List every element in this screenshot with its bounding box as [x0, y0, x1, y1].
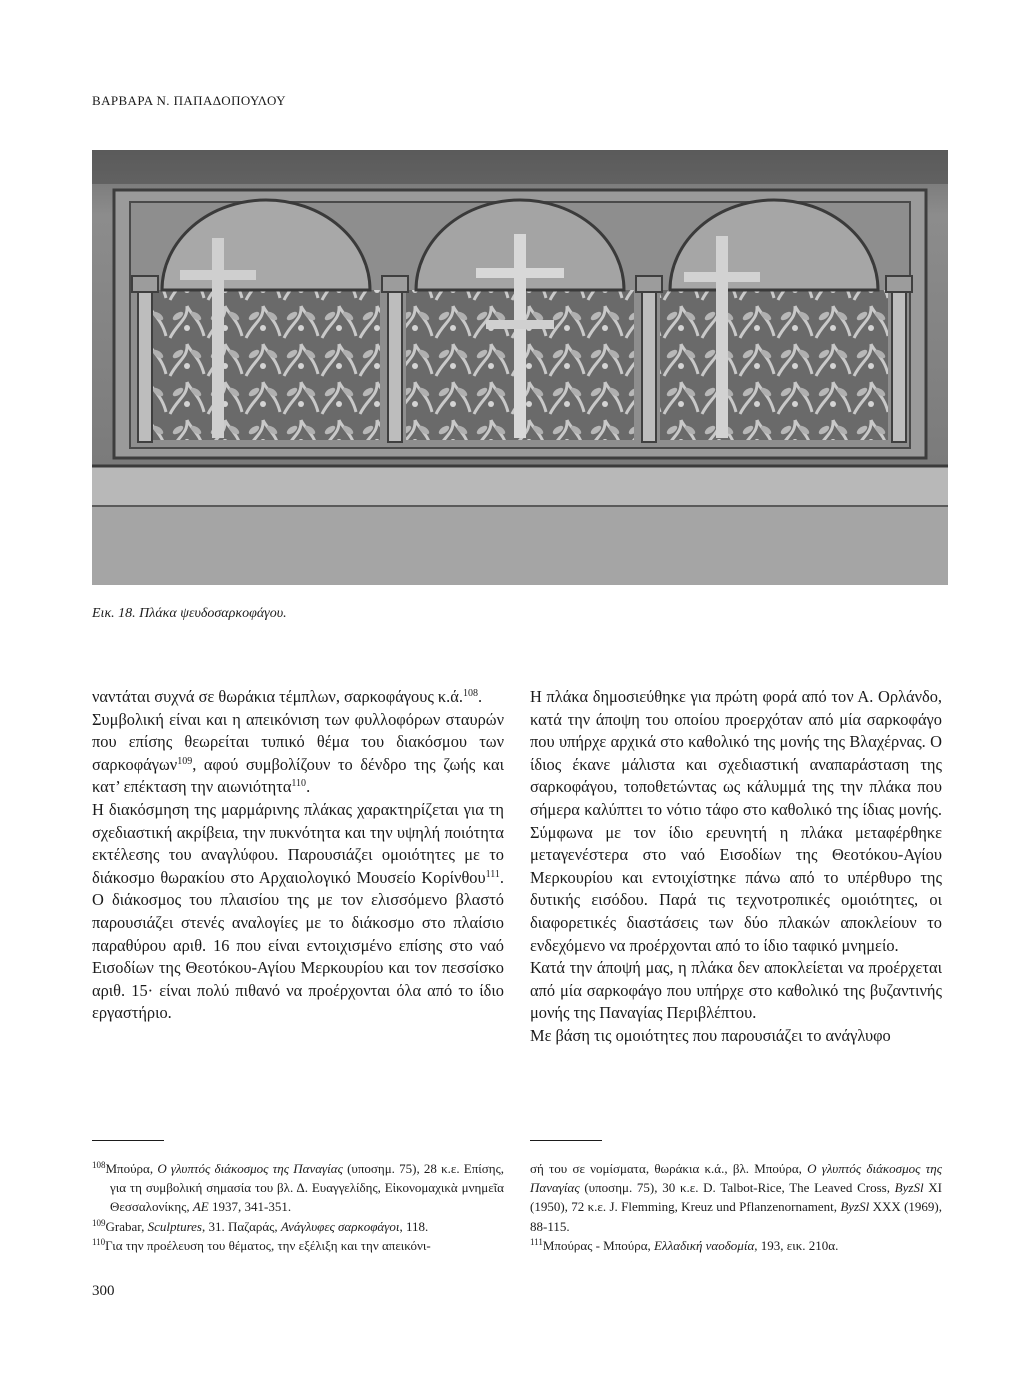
text: , 193, εικ. 210α.	[754, 1237, 839, 1253]
text: Μπούρας - Μπούρα,	[542, 1237, 655, 1253]
footnote-108	[92, 1159, 504, 1217]
text: .	[477, 687, 483, 706]
page-number: 300	[92, 1283, 115, 1299]
text: Μπούρα,	[105, 1161, 158, 1176]
footnote-number: 110	[92, 1236, 106, 1247]
italic-title: Ανάγλυφες σαρκοφάγοι	[280, 1218, 400, 1234]
relief-illustration	[92, 150, 948, 585]
footnote-rule-left	[92, 1140, 164, 1141]
footnote-110	[92, 1236, 504, 1255]
text: . Ο διάκοσμος του πλαισίου της με τον ελισσόμενο βλαστό παρουσιάζει στενές αναλογίες με το διάκοσμο στο πλαίσιο παραθύρου αριθ. 16 που είναι εντοιχισμένο επίσης στο ναό Εισοδίων της Θεοτόκου-Αγίου Μερκουρίου και τον πεσσίσκο αριθ. 15· είναι πολύ πιθανό να προέρχονται όλα από το ίδιο εργαστήριο.	[92, 867, 504, 1023]
text: , 31. Παζαράς,	[201, 1218, 281, 1234]
footnote-110-continued	[530, 1159, 942, 1236]
text: Για την προέλευση του θέματος, την εξέλιξη και την απεικόνι-	[105, 1237, 431, 1253]
footnotes-right	[530, 1159, 942, 1255]
footnote-number: 108	[92, 1160, 106, 1170]
footnote-number: 111	[530, 1236, 543, 1247]
footnote-rule-right	[530, 1140, 602, 1141]
figure-caption: Εικ. 18. Πλάκα ψευδοσαρκοφάγου.	[92, 606, 287, 621]
footnote-ref: 109	[177, 755, 193, 767]
text: .	[306, 777, 311, 797]
figure-photo-marble-plaque	[92, 150, 948, 585]
footnote-109	[92, 1217, 504, 1236]
text: Η διακόσμηση της μαρμάρινης πλάκας χαρακτηρίζεται για τη σχεδιαστική ακρίβεια, την πυκνότητα και την υψηλή ποιότητα εκτέλεσης του αναγλύφου. Παρουσιάζει ομοιότητες με το διάκοσμο θωρακίου στο Αρχαιολογικό Μουσείο Κορίνθου	[92, 799, 504, 887]
paragraph	[92, 799, 504, 1025]
footnote-ref: 111	[485, 868, 500, 880]
footnote-ref: 110	[291, 778, 307, 790]
text: (υποσημ. 75), 28 κ.ε. Επίσης, για τη συμβολική σημασία του βλ. Δ. Ευαγγελίδης, Εἰκονομαχικὰ μνημεῖα Θεσσαλονίκης,	[110, 1161, 505, 1215]
text: XXX (1969), 88-115.	[530, 1199, 942, 1234]
paragraph	[92, 709, 504, 799]
italic-journal: ByzSl	[894, 1180, 924, 1196]
italic-title: Ο γλυπτός διάκοσμος της Παναγίας	[157, 1161, 343, 1176]
running-head: ΒΑΡΒΑΡΑ Ν. ΠΑΠΑΔΟΠΟΥΛΟΥ	[92, 93, 286, 108]
italic-title: Ελλαδική ναοδομία	[654, 1237, 755, 1253]
text: , 118.	[399, 1218, 429, 1234]
italic-journal: ByzSl	[840, 1199, 870, 1215]
footnote-ref: 108	[462, 688, 478, 699]
italic-journal: ΑΕ	[192, 1199, 209, 1215]
italic-title: Sculptures	[147, 1218, 202, 1234]
paragraph: Με βάση τις ομοιότητες που παρουσιάζει το ανάγλυφο	[530, 1025, 891, 1045]
text: Grabar,	[105, 1218, 148, 1234]
text: σή του σε νομίσματα, θωράκια κ.ά., βλ. Μπούρα,	[530, 1161, 808, 1176]
text: 1937, 341-351.	[208, 1199, 292, 1215]
body-column-right	[530, 686, 942, 1048]
paragraph	[92, 686, 504, 709]
footnotes-left	[92, 1159, 504, 1255]
text: (υποσημ. 75), 30 κ.ε. D. Talbot-Rice, The Leaved Cross,	[579, 1180, 895, 1196]
footnote-number: 109	[92, 1217, 106, 1228]
text: XI (1950), 72 κ.ε. J. Flemming, Kreuz und Pflanzenornament,	[530, 1180, 942, 1215]
paragraph: Η πλάκα δημοσιεύθηκε για πρώτη φορά από τον Α. Ορλάνδο, κατά την άποψη του οποίου προερχόταν από μία σαρκοφάγο που υπήρχε αρχικά στο καθολικό της μονής της Βλαχέρνας. Ο ίδιος έκανε μάλιστα και σχεδιαστική αναπαράσταση της σαρκοφάγου, τοποθετώντας ως κάλυμμά της την πλάκα που σήμερα καλύπτει το νότιο τάφο στο καθολικό της ίδιας μονής. Σύμφωνα με τον ίδιο ερευνητή η πλάκα μεταφέρθηκε μεταγενέστερα στο ναό Εισοδίων της Θεοτόκου-Αγίου Μερκουρίου και εντοιχίστηκε πάνω από το υπέρθυρο της δυτικής εισόδου. Παρά τις τεχνοτροπικές ομοιότητες, οι διαφορετικές διαστάσεις των δύο πλακών αποκλείουν το ενδεχόμενο να προέρχονται από το ίδιο ταφικό μνημείο.	[530, 687, 942, 955]
text: ναντάται συχνά σε θωράκια τέμπλων, σαρκοφάγους κ.ά.	[92, 687, 463, 706]
text: Συμβολική είναι και η απεικόνιση των φυλλοφόρων σταυρών που επίσης θεωρείται τυπικό θέμα του διακόσμου των σαρκοφάγων	[92, 709, 504, 774]
footnote-111	[530, 1236, 942, 1255]
text: , αφού συμβολίζουν το δένδρο της ζωής και κατ’ επέκταση την αιωνιότητα	[92, 754, 504, 797]
italic-title: Ο γλυπτός διάκοσμος της Παναγίας	[530, 1161, 942, 1196]
paragraph: Κατά την άποψή μας, η πλάκα δεν αποκλείεται να προέρχεται από μία σαρκοφάγο που υπήρχε στο καθολικό της βυζαντινής μονής της Παναγίας Περιβλέπτου.	[530, 958, 942, 1023]
body-column-left	[92, 686, 504, 1025]
